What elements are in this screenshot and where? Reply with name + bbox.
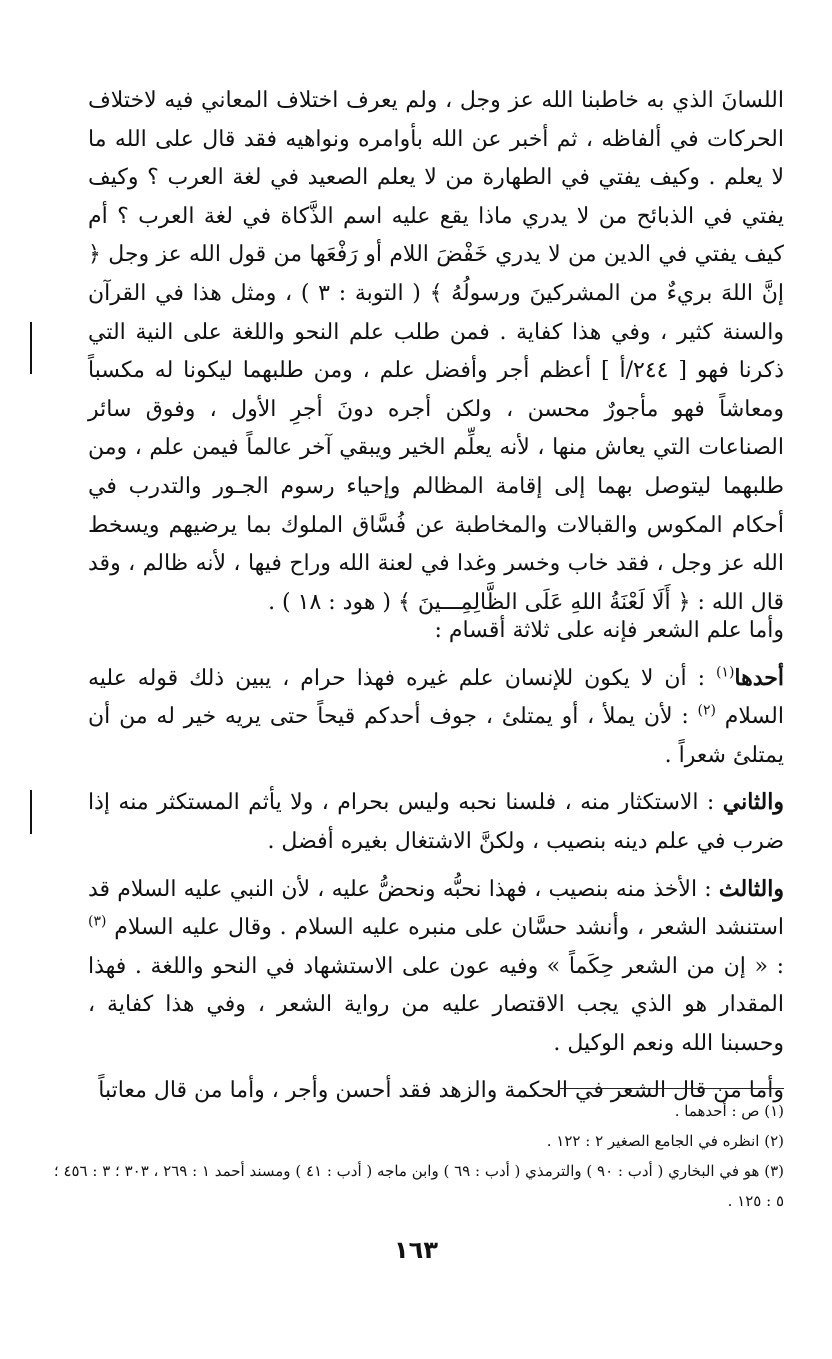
footnote-divider xyxy=(558,1088,784,1089)
footnote-ref: (٢) xyxy=(697,702,716,719)
footnote: (٣) هو في البخاري ( أدب : ٩٠ ) والترمذي ( أدب : ٦٩ ) وابن ماجه ( أدب : ٤١ ) ومسند أحمد ١ : ٢٦٩ ، ٣٠٣ ؛ ٣ : ٤٥٦ ؛ ٥ : ١٢٥ . xyxy=(53,1162,784,1210)
footnote-ref: (١) xyxy=(715,664,735,681)
paragraph: اللسانَ الذي به خاطبنا الله عز وجل ، ولم يعرف اختلاف المعاني فيه لاختلاف الحركات في ألفاظه ، ثم أخبر عن الله بأوامره ونواهيه فقد قال على الله ما لا يعلم . وكيف يفتي في الطهارة من لا يعلم الصعيد في لغة العرب ؟ وكيف يفتي في الذبائح من لا يدري ماذا يقع عليه اسم الذَّكاة في لغة العرب ؟ أم كيف يفتي في الدين من لا يدري خَفْضَ اللام أو رَفْعَها من قول الله عز وجل ﴿ إنَّ اللهَ بريءٌ من المشركينَ ورسولُهُ ﴾ ( التوبة : ٣ ) ، ومثل هذا في القرآن والسنة كثير ، وفي هذا كفاية . فمن طلب علم النحو واللغة على النية التي ذكرنا فهو [ ٢٤٤/أ ] أعظم أجر وأفضل علم ، ومن طلبهما ليكونا له مكسباً ومعاشاً فهو مأجورٌ محسن ، ولكن أجره دونَ أجرِ الأول ، وفوق سائر الصناعات التي يعاش منها ، لأنه يعلِّم الخير ويبقي آخر عالماً فيمن علم ، ومن طلبهما ليتوصل بهما إلى إقامة المظالم وإحياء رسوم الجـور والتدرب في أحكام المكوس والقبالات والمخاطبة عن فُسَّاق الملوك بما يرضيهم ويسخط الله عز وجل ، فقد خاب وخسر وغدا في لعنة الله وراح فيها ، لأنه ظالم ، وقد قال الله : ﴿ أَلَا لَعْنَةُ اللهِ عَلَى الظَّالِمِـــينَ ﴾ ( هود : ١٨ ) . xyxy=(88,88,785,615)
main-text xyxy=(88,82,784,622)
paragraph: وأما علم الشعر فإنه على ثلاثة أقسام : xyxy=(434,618,784,643)
paragraph xyxy=(88,870,784,1064)
paragraph-text: : « إن من الشعر حِكَماً » وفيه عون على الاستشهاد في النحو واللغة . فهذا المقدار هو الذي يجب الاقتصار عليه من رواية الشعر ، وفي هذا كفاية ، وحسبنا الله ونعم الوكيل . xyxy=(88,953,784,1056)
footnote: (٢) انظره في الجامع الصغير ٢ : ١٢٢ . xyxy=(546,1132,784,1150)
section-lead: والثاني xyxy=(722,789,784,816)
section-lead: أحدها xyxy=(734,664,784,691)
footnote-ref: (٣) xyxy=(88,913,107,930)
page-number: ١٦٣ xyxy=(394,1236,438,1264)
paragraph-text: : الاستكثار منه ، فلسنا نحبه وليس بحرام ، ولا يأثم المستكثر منه إذا ضرب في علم دينه بنصيب ، ولكنَّ الاشتغال بغيره أفضل . xyxy=(88,790,784,854)
section-lead: والثالث xyxy=(718,875,784,902)
poetry-section xyxy=(88,612,784,1110)
footnotes xyxy=(44,1096,784,1216)
footnote: (١) ص : أحدهما . xyxy=(674,1102,784,1120)
paragraph-text: : لأن يملأ ، أو يمتلئ ، جوف أحدكم قيحاً حتى يريه خير له من أن يمتلئ شعراً . xyxy=(88,704,784,768)
margin-mark xyxy=(30,322,32,374)
paragraph xyxy=(88,659,784,776)
paragraph xyxy=(88,783,784,861)
paragraph-text: : الأخذ منه بنصيب ، فهذا نحبُّه ونحضُّ عليه ، لأن النبي عليه السلام قد استنشد الشعر ، وأنشد حسَّان على منبره عليه السلام . وقال عليه السلام xyxy=(88,876,784,941)
paragraph-text: : أن لا يكون للإنسان علم غيره فهذا حرام ، يبين ذلك قوله عليه السلام xyxy=(88,665,784,730)
paragraph: وأما من قال الشعر في الحكمة والزهد فقد أحسن وأجر ، وأما من قال معاتباً xyxy=(98,1077,784,1103)
margin-mark xyxy=(30,790,32,834)
